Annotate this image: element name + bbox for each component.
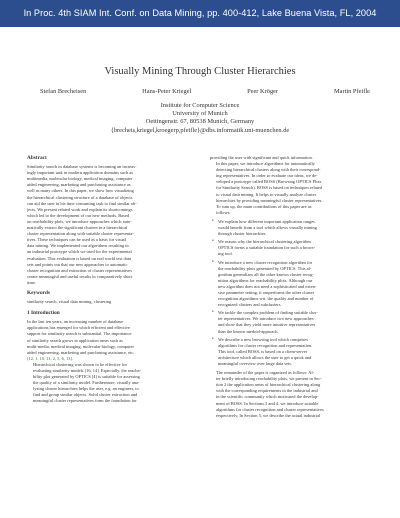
text-line: bility plot generated by OPTICS [4] is suitable for assessing bbox=[33, 374, 140, 380]
text-line: create meaningful and useful results in comparatively short bbox=[27, 273, 133, 279]
left-column bbox=[27, 155, 190, 405]
text-line: The remainder of the paper is organized as follows: Af- bbox=[216, 370, 315, 376]
text-line: applications has emerged for which efficient and effective bbox=[27, 325, 130, 331]
keywords-heading: Keywords bbox=[27, 289, 50, 296]
text-line: In the last ten years, an increasing number of database bbox=[27, 319, 124, 325]
list-item bbox=[210, 239, 373, 257]
intro-paragraph-3 bbox=[210, 161, 373, 204]
affiliation-line: University of Munich bbox=[172, 110, 228, 118]
text-line: algorithms for cluster recognition and representation. bbox=[218, 342, 313, 348]
text-line: gorithm generalizes all the other known cluster recog- bbox=[218, 271, 314, 277]
text-line: of similarity search grows in application areas such as bbox=[27, 337, 123, 343]
text-line: veloped a prototype called BOSS (Browsing OPTICS Plots bbox=[216, 179, 322, 185]
text-line: support for similarity search is substantial. The importance bbox=[27, 331, 132, 337]
contributions-list bbox=[210, 219, 373, 367]
right-column bbox=[210, 155, 373, 419]
text-line: ter representatives. We introduce two new approaches bbox=[218, 316, 314, 322]
text-line: recognition algorithms wrt. the quality and number of bbox=[218, 296, 314, 302]
abstract-text bbox=[27, 164, 190, 286]
text-line: evaluation. This evaluation is based on real world test data bbox=[27, 255, 131, 261]
intro-paragraph-2 bbox=[27, 362, 190, 405]
text-line: tion 2 the application areas of hierarchical clustering along bbox=[216, 382, 321, 388]
author: Hans-Peter Kriegel bbox=[142, 88, 192, 95]
affiliation-line: Institute for Computer Science bbox=[160, 102, 240, 109]
author: Stefan Brecheisen bbox=[40, 88, 87, 95]
text-line: sets and points out that our new approaches to automatic bbox=[27, 261, 128, 267]
text-line: • We describe a new browsing tool which comprises bbox=[218, 336, 308, 342]
text-line: cluster recognition and extraction of cluster representatives bbox=[27, 267, 132, 273]
author: Peer Kröger bbox=[247, 88, 279, 95]
text-line: the quality of a similarity model. Furthermore, visually ana- bbox=[33, 380, 140, 386]
text-line: the reachability plots generated by OPTICS. This al- bbox=[218, 265, 312, 271]
text-line: In this paper, we introduce algorithms for automatically bbox=[216, 161, 315, 167]
text-line: multimedia, molecular biology, medical imaging, computer bbox=[27, 176, 133, 182]
text-line: than the known medoid-approach. bbox=[218, 328, 279, 334]
conference-banner: In Proc. 4th SIAM Int. Conf. on Data Mining, pp. 400-412, Lake Buena Vista, FL, 2004 bbox=[0, 0, 400, 27]
text-line: tives. These techniques can be used as a basis for visual bbox=[27, 237, 126, 243]
text-line: Similarity search in database systems is becoming an increas- bbox=[27, 164, 137, 170]
text-line: which led to the development of our new methods. Based bbox=[27, 212, 130, 218]
text-line: time. bbox=[27, 279, 36, 285]
text-line: • We introduce a new cluster recognition algorithm for bbox=[218, 259, 313, 265]
text-line: the hierarchical clustering structure of a database of objects bbox=[27, 194, 133, 200]
abstract-heading: Abstract bbox=[27, 155, 47, 161]
author-list bbox=[40, 88, 370, 95]
text-line: ingly important task in modern application domains such as bbox=[27, 170, 133, 176]
text-line: would benefit from a tool which allows visually mining bbox=[218, 225, 317, 231]
text-line: algorithms for cluster recognition and cluster representatives bbox=[216, 406, 324, 412]
text-line: through cluster hierarchies. bbox=[218, 231, 267, 237]
text-line: • We explain how different important application ranges bbox=[218, 218, 315, 224]
text-line: for Similarity Search). BOSS is based on techniques related bbox=[216, 185, 323, 191]
intro-paragraph-4 bbox=[210, 204, 373, 216]
text-line: ing representatives. In order to evaluate our ideas, we de- bbox=[216, 173, 318, 179]
text-line: matically extract the significant clusters in a hierarchical bbox=[27, 225, 128, 231]
text-line: meaningful cluster representatives form the foundation for bbox=[33, 398, 137, 404]
citation-link[interactable]: [12, 1, 10, 11, 2, 5, 6, 13]. bbox=[27, 355, 74, 361]
introduction-heading: 1 Introduction bbox=[27, 310, 60, 317]
author: Martin Pfeifle bbox=[333, 88, 370, 95]
list-item bbox=[210, 337, 373, 367]
text-line: aided engineering, marketing and purchasing assistance as bbox=[27, 182, 131, 188]
text-line: to visual data mining. It helps to visually analyze cluster bbox=[216, 191, 317, 197]
text-line: meaningful overview over large data sets. bbox=[218, 361, 293, 366]
paper-title: Visually Mining Through Cluster Hierarchies bbox=[104, 66, 296, 77]
text-line: in the scientific community which motivated the develop- bbox=[216, 394, 319, 400]
text-line: well as many others. In this paper, we show how visualizing bbox=[27, 188, 134, 194]
text-line: jects. We present related work and explain its shortcomings bbox=[27, 206, 133, 212]
affiliation-line: Oettingenstr. 67, 80538 Munich, Germany bbox=[145, 118, 255, 126]
text-line: To sum up, the main contributions of this paper are as bbox=[216, 203, 312, 209]
text-line: similarity search, visual data mining, clustering bbox=[27, 299, 112, 305]
text-line: multi-media, medical imaging, molecular biology, computer bbox=[27, 343, 134, 349]
text-line: data mining. We implemented our algorithms resulting in bbox=[27, 243, 129, 249]
text-line: respectively. In Section 5, we describe the actual industrial bbox=[216, 412, 321, 418]
text-line: providing the user with significant and quick information. bbox=[210, 155, 313, 160]
text-line: find and group similar objects. Solid cluster extraction and bbox=[33, 392, 138, 398]
intro-paragraph-5 bbox=[210, 370, 373, 419]
text-line: cluster representation along with suitable cluster representa- bbox=[27, 231, 134, 237]
text-line: ment of BOSS. In Sections 3 and 4, we introduce suitable bbox=[216, 400, 319, 406]
intro-paragraph-1 bbox=[27, 319, 190, 362]
text-line: with the corresponding requirements in the industrial and bbox=[216, 388, 318, 394]
list-item bbox=[210, 219, 373, 237]
text-line: recognized clusters and subclusters. bbox=[218, 302, 282, 308]
text-line: an industrial prototype which we used for the experimental bbox=[27, 249, 132, 255]
text-line: architecture which allows the user to get a quick and bbox=[218, 354, 312, 360]
text-line: ter briefly introducing reachability plots, we present in Sec- bbox=[216, 376, 322, 382]
affiliation-email: {brecheis,kriegel,kroegerp,pfeifle}@dbs.informatik.uni-muenchen.de bbox=[110, 126, 290, 134]
text-line: nition algorithms for reachability plots. Although our bbox=[218, 277, 313, 283]
list-item bbox=[210, 310, 373, 334]
text-line: can aid the user in his time consuming task to find similar ob- bbox=[27, 200, 137, 206]
text-line: hierarchies by providing meaningful cluster representatives. bbox=[216, 197, 323, 203]
affiliation bbox=[0, 102, 400, 135]
text-line: sive parameter setting, it outperforms the other cluster bbox=[218, 289, 315, 295]
text-line: follows: bbox=[216, 209, 231, 215]
text-line: on reachability plots, we introduce approaches which auto- bbox=[27, 218, 132, 224]
text-line: ing tool. bbox=[218, 251, 233, 257]
list-item bbox=[210, 260, 373, 309]
text-line: • We reason why the hierarchical clustering algorithm bbox=[218, 239, 311, 245]
text-line: OPTICS forms a suitable foundation for such a brows- bbox=[218, 245, 316, 251]
keywords-text bbox=[27, 299, 190, 305]
text-line: Hierarchical clustering was shown to be effective for bbox=[33, 361, 127, 367]
text-line: detecting hierarchical clusters along with their correspond- bbox=[216, 167, 321, 173]
text-line: evaluating similarity models [16, 14]. Especially, the reacha- bbox=[33, 368, 141, 373]
text-line: new algorithm does not need a sophisticated and exten- bbox=[218, 283, 317, 289]
text-line: aided engineering, marketing and purchasing assistance, etc. bbox=[27, 349, 135, 355]
text-line: • We tackle the complex problem of finding suitable clus- bbox=[218, 310, 318, 316]
text-line: and show that they yield more intuitive representatives bbox=[218, 322, 316, 328]
text-line: lyzing cluster hierarchies helps the user, e.g. an engineer, to bbox=[33, 386, 139, 392]
text-line: This tool, called BOSS, is based on a client-server bbox=[218, 348, 308, 354]
